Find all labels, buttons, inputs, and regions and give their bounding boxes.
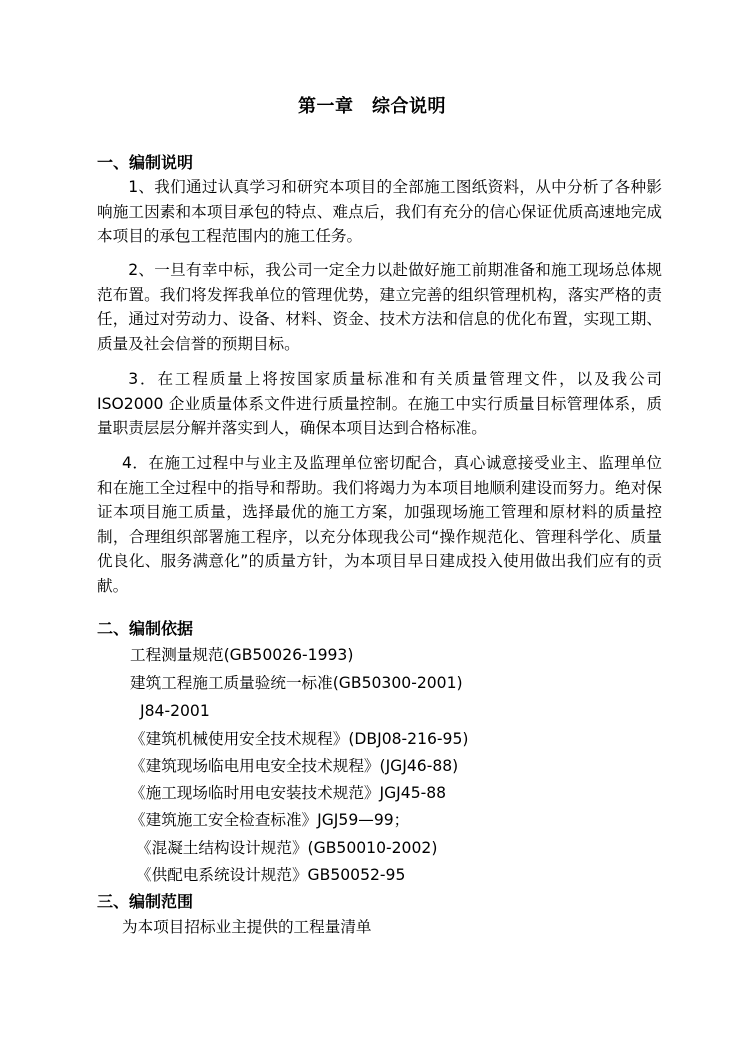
reference-item: 《建筑现场临电用电安全技术规程》(JGJ46-88) — [130, 757, 459, 775]
section-heading-compile-notes: 一、编制说明 — [97, 153, 194, 172]
scope-text: 为本项目招标业主提供的工程量清单 — [122, 918, 372, 936]
reference-item: 建筑工程施工质量验统一标准(GB50300-2001) — [130, 674, 463, 692]
section-heading-compile-basis: 二、编制依据 — [97, 619, 194, 638]
reference-item: 工程测量规范(GB50026-1993) — [130, 646, 354, 664]
reference-item: 《建筑机械使用安全技术规程》(DBJ08-216-95) — [130, 730, 469, 748]
paragraph-2: 2、一旦有幸中标，我公司一定全力以赴做好施工前期准备和施工现场总体规范布置。我们将发挥我单位的管理优势，建立完善的组织管理机构，落实严格的责任，通过对劳动力、设备、材料、资金、技术方法和信息的优化布置，实现工期、质量及社会信誉的预期目标。 — [97, 261, 662, 353]
paragraph-4: 4．在施工过程中与业主及监理单位密切配合，真心诚意接受业主、监理单位和在施工全过程中的指导和帮助。我们将竭力为本项目地顺利建设而努力。绝对保证本项目施工质量，选择最优的施工方案，加强现场施工管理和原材料的质量控制，合理组织部署施工程序，以充分体现我公司“操作规范化、管理科学化、质量优良化、服务满意化”的质量方针，为本项目早日建成投入使用做出我们应有的贡献。 — [97, 454, 662, 595]
reference-item: J84-2001 — [140, 702, 210, 720]
paragraph-3: 3．在工程质量上将按国家质量标准和有关质量管理文件，以及我公司 ISO2000 企业质量体系文件进行质量控制。在施工中实行质量目标管理体系，质量职责层层分解并落实到人，确保本项目达到合格标准。 — [97, 370, 662, 437]
reference-item: 《施工现场临时用电安装技术规范》JGJ45-88 — [130, 784, 447, 802]
paragraph-1: 1、我们通过认真学习和研究本项目的全部施工图纸资料，从中分析了各种影响施工因素和本项目承包的特点、难点后，我们有充分的信心保证优质高速地完成本项目的承包工程范围内的施工任务。 — [97, 178, 662, 245]
page-title: 第一章 综合说明 — [298, 96, 446, 117]
reference-item: 《混凝土结构设计规范》(GB50010-2002) — [136, 839, 438, 857]
reference-item: 《供配电系统设计规范》GB50052-95 — [136, 866, 406, 884]
reference-item: 《建筑施工安全检查标准》JGJ59—99； — [130, 811, 410, 829]
section-heading-compile-scope: 三、编制范围 — [97, 892, 194, 911]
